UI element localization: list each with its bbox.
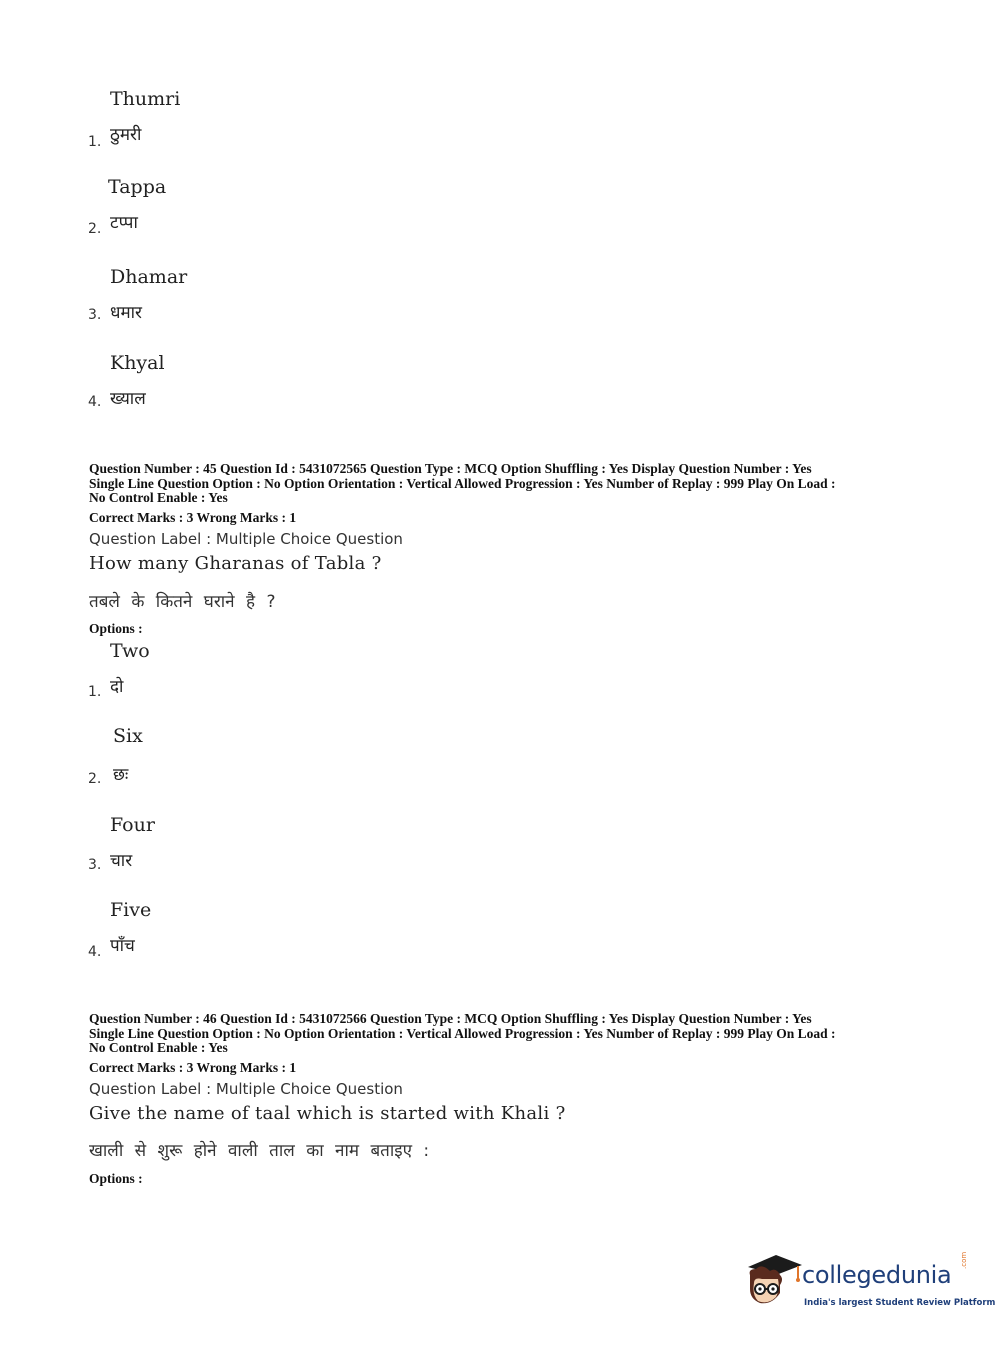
question-text-en: How many Gharanas of Tabla ? <box>89 553 382 574</box>
option-text-en: Khyal <box>110 352 165 374</box>
option-item <box>88 176 488 236</box>
brand-tagline: India's largest Student Review Platform <box>804 1298 996 1308</box>
collegedunia-logo <box>742 1249 996 1319</box>
option-number: 4. <box>88 394 102 410</box>
option-text-hi: ठुमरी <box>110 125 142 145</box>
question-label: Question Label : Multiple Choice Question <box>89 530 403 548</box>
option-text-en: Four <box>110 814 155 836</box>
option-number: 1. <box>88 134 102 150</box>
option-text-hi: टप्पा <box>110 213 138 233</box>
question-text-hi: खाली से शुरू होने वाली ताल का नाम बताइए : <box>89 1141 430 1161</box>
option-text-hi: पाँच <box>110 936 135 956</box>
question-text-hi: तबले के कितने घराने है ? <box>89 592 276 612</box>
option-number: 2. <box>88 221 102 237</box>
option-item <box>88 88 488 148</box>
question-label: Question Label : Multiple Choice Question <box>89 1080 403 1098</box>
question-text-en: Give the name of taal which is started with Khali ? <box>89 1103 566 1124</box>
option-text-hi: दो <box>110 677 124 697</box>
option-item <box>88 899 488 959</box>
option-item <box>88 352 488 412</box>
meta-line: Single Line Question Option : No Option Orientation : Vertical Allowed Progression : Yes Number of Replay : 999 Play On Load : <box>89 475 836 491</box>
brand-name: collegedunia <box>802 1261 952 1289</box>
brand-suffix: .com <box>960 1251 968 1269</box>
question-marks: Correct Marks : 3 Wrong Marks : 1 <box>89 510 297 525</box>
meta-line: No Control Enable : Yes <box>89 1040 228 1056</box>
option-item <box>88 640 488 700</box>
option-number: 2. <box>88 771 102 787</box>
option-text-en: Six <box>113 725 143 747</box>
option-text-en: Five <box>110 899 152 921</box>
option-number: 3. <box>88 307 102 323</box>
mascot-icon <box>742 1249 804 1311</box>
option-number: 4. <box>88 944 102 960</box>
option-item <box>88 814 488 874</box>
question-meta <box>89 462 919 506</box>
options-label: Options : <box>89 1171 143 1186</box>
meta-line: No Control Enable : Yes <box>89 490 228 506</box>
option-text-hi: धमार <box>110 303 142 323</box>
option-item <box>88 266 488 326</box>
question-marks: Correct Marks : 3 Wrong Marks : 1 <box>89 1060 297 1075</box>
meta-line: Question Number : 45 Question Id : 5431072565 Question Type : MCQ Option Shuffling : Yes Display Question Number : Yes <box>89 461 812 476</box>
option-text-en: Tappa <box>108 176 167 198</box>
meta-line: Single Line Question Option : No Option Orientation : Vertical Allowed Progression : Yes Number of Replay : 999 Play On Load : <box>89 1025 836 1041</box>
option-number: 3. <box>88 857 102 873</box>
option-text-en: Thumri <box>110 88 181 110</box>
option-text-hi: चार <box>110 851 133 871</box>
meta-line: Question Number : 46 Question Id : 5431072566 Question Type : MCQ Option Shuffling : Yes Display Question Number : Yes <box>89 1011 812 1026</box>
option-text-hi: ख्याल <box>110 389 146 409</box>
option-text-en: Dhamar <box>110 266 188 288</box>
option-item <box>88 725 488 785</box>
question-meta <box>89 1012 919 1056</box>
options-label: Options : <box>89 621 143 636</box>
option-text-hi: छः <box>113 765 129 785</box>
option-text-en: Two <box>110 640 150 662</box>
option-number: 1. <box>88 684 102 700</box>
